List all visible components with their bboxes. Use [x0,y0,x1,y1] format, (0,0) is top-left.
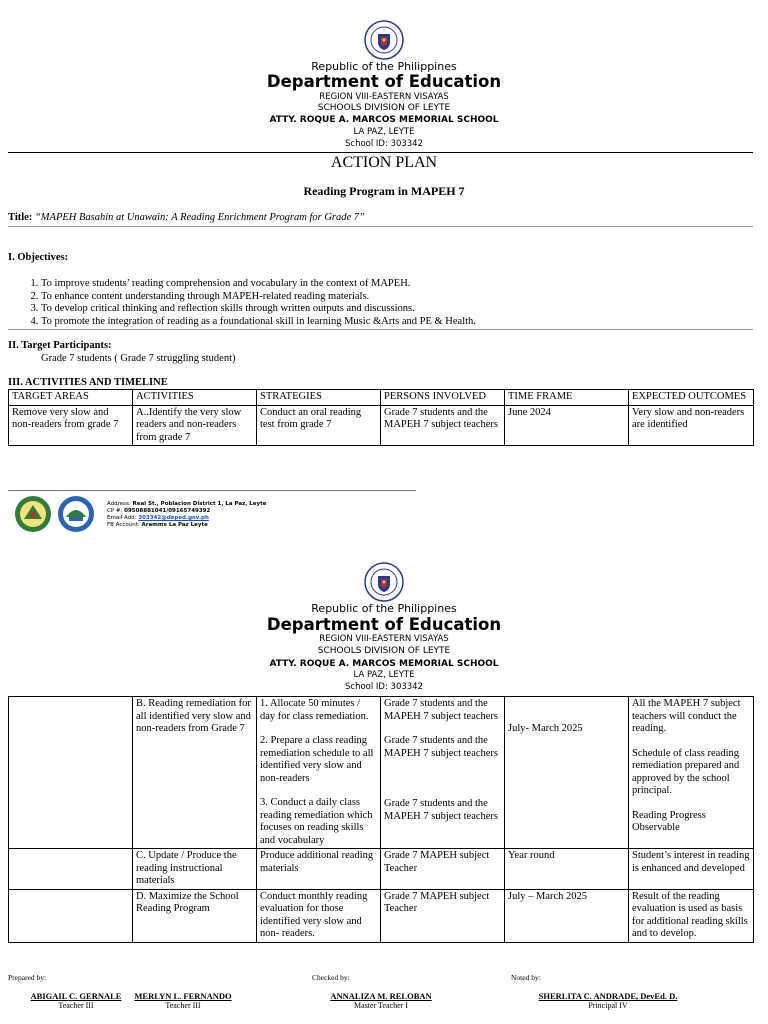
fb-value: Aramms La Paz Leyte [141,522,208,528]
activities-heading: III. ACTIVITIES AND TIMELINE [8,377,168,388]
column-header: EXPECTED OUTCOMES [629,390,754,406]
division-text: SCHOOLS DIVISION OF LEYTE [317,646,451,656]
program-title-label: Title: [8,212,33,223]
objective-item: 2. To enhance content understanding through MAPEH-related reading materials. [41,291,751,304]
table-row [9,849,754,890]
table-cell [9,697,133,849]
activities-table [8,389,754,446]
table-cell: Result of the reading evaluation is used as basis for additional reading skills and to develop. [629,889,754,942]
table-cell: Grade 7 students and the MAPEH 7 subject teachers [381,405,505,446]
department-title: Department of Education [266,72,502,91]
table-cell [505,697,629,849]
division-logo-icon [57,495,95,533]
table-cell: Produce additional reading materials [257,849,381,890]
checked-by-label: Checked by: [312,973,350,982]
signatory-name: MERLYN L. FERNANDO [134,991,232,1001]
time-frame: July- March 2025 [508,723,583,734]
department-title: Department of Education [266,615,502,634]
cp-label: CP #: [107,508,123,514]
objective-item: 1. To improve students’ reading comprehension and vocabulary in the context of MAPEH. [41,278,751,291]
region-text: REGION VIII-EASTERN VISAYAS [319,634,449,644]
table-cell: B. Reading remediation for all identified very slow and non-readers from Grade 7 [133,697,257,849]
doc-title: ACTION PLAN [330,154,438,171]
republic-text: Republic of the Philippines [311,602,457,615]
column-header: TARGET AREAS [9,390,133,406]
location-text: LA PAZ, LEYTE [353,127,415,137]
signatory [316,991,446,1010]
column-header: STRATEGIES [257,390,381,406]
table-cell: Remove very slow and non-readers from grade 7 [9,405,133,446]
table-cell: July – March 2025 [505,889,629,942]
strategy-item: 2. Prepare a class reading remediation schedule to all identified very slow and non-readers [260,735,374,784]
signatory [126,991,240,1010]
noted-by-label: Noted by: [511,973,541,982]
table-cell: A..Identify the very slow readers and non-readers from grade 7 [133,405,257,446]
persons-item: Grade 7 students and the MAPEH 7 subject teachers [384,798,499,822]
objectives-divider [8,329,753,330]
table-cell: Conduct monthly reading evaluation for those identified very slow and non- readers. [257,889,381,942]
participants-heading: II. Target Participants: [8,340,112,351]
signatory-name: ANNALIZA M. RELOBAN [330,991,432,1001]
doc-subtitle: Reading Program in MAPEH 7 [303,184,465,198]
deped-seal-icon [364,562,404,602]
objective-item: 3. To develop critical thinking and reflection skills through written outputs and discussions. [41,303,751,316]
objectives-heading: I. Objectives: [8,252,69,263]
outcome-item: All the MAPEH 7 subject teachers will conduct the reading. [632,698,741,734]
table-cell: Conduct an oral reading test from grade 7 [257,405,381,446]
school-id: School ID: 303342 [345,139,423,149]
table-cell [257,697,381,849]
signatory [20,991,132,1010]
strategy-item: 3. Conduct a daily class reading remediation which focuses on reading skills and vocabulary [260,797,373,846]
table-cell: C. Update / Produce the reading instructional materials [133,849,257,890]
signatory [520,991,696,1010]
table-cell: Grade 7 MAPEH subject Teacher [381,849,505,890]
region-text: REGION VIII-EASTERN VISAYAS [319,92,449,102]
table-cell [9,889,133,942]
email-label: Email Add: [107,515,137,521]
signatory-name: ABIGAIL C. GERNALE [30,991,122,1001]
persons-item: Grade 7 students and the MAPEH 7 subject teachers [384,735,499,759]
table-cell: Grade 7 MAPEH subject Teacher [381,889,505,942]
table-cell: D. Maximize the School Reading Program [133,889,257,942]
table-cell: Student’s interest in reading is enhanced and developed [629,849,754,890]
persons-item: Grade 7 students and the MAPEH 7 subject teachers [384,698,499,722]
address-label: Address: [107,501,131,507]
table-cell [9,849,133,890]
table-cell [629,697,754,849]
title-divider [8,226,753,227]
strategy-item: 1. Allocate 50 minutes / day for class remediation. [260,698,369,722]
activities-table-continued [8,696,754,943]
footer-contact [107,501,266,529]
cp-value: 09508881041/09165749392 [124,508,211,514]
table-row [9,889,754,942]
table-cell: June 2024 [505,405,629,446]
outcome-item: Reading Progress Observable [632,809,706,833]
signatory-role: Teacher III [58,1001,94,1010]
column-header: PERSONS INVOLVED [381,390,505,406]
signatory-role: Principal IV [588,1001,628,1010]
fb-label: FB Account: [107,522,140,528]
signatory-role: Teacher III [165,1001,201,1010]
school-id: School ID: 303342 [345,682,423,692]
table-row [9,405,754,446]
signatory-name: SHERLITA C. ANDRADE, DevEd. D. [538,991,678,1001]
table-header-row [9,390,754,406]
deped-seal-icon [364,20,404,60]
republic-text: Republic of the Philippines [311,60,457,73]
school-logo-icon [14,495,52,533]
footer-divider [8,490,416,491]
header-divider [8,152,753,153]
table-cell: Very slow and non-readers are identified [629,405,754,446]
objectives-list [8,278,751,328]
objective-item: 4. To promote the integration of reading as a foundational skill in learning Music &Arts and PE & Health. [41,316,751,329]
column-header: ACTIVITIES [133,390,257,406]
location-text: LA PAZ, LEYTE [353,670,415,680]
program-title-line [8,212,365,223]
table-cell [381,697,505,849]
program-title: “MAPEH Basahin at Unawain: A Reading Enrichment Program for Grade 7” [34,212,365,223]
table-cell: Year round [505,849,629,890]
signatory-role: Master Teacher I [354,1001,408,1010]
division-text: SCHOOLS DIVISION OF LEYTE [317,103,451,113]
school-name: ATTY. ROQUE A. MARCOS MEMORIAL SCHOOL [269,115,499,125]
table-row [9,697,754,849]
column-header: TIME FRAME [505,390,629,406]
email-link[interactable]: 303342@deped.gov.ph [138,515,209,521]
address-value: Real St., Poblacion District 1, La Paz, Leyte [132,501,267,507]
prepared-by-label: Prepared by: [8,973,47,982]
school-name: ATTY. ROQUE A. MARCOS MEMORIAL SCHOOL [269,659,499,669]
participants-text: Grade 7 students ( Grade 7 struggling student) [41,353,236,364]
outcome-item: Schedule of class reading remediation prepared and approved by the school principal. [632,747,740,796]
